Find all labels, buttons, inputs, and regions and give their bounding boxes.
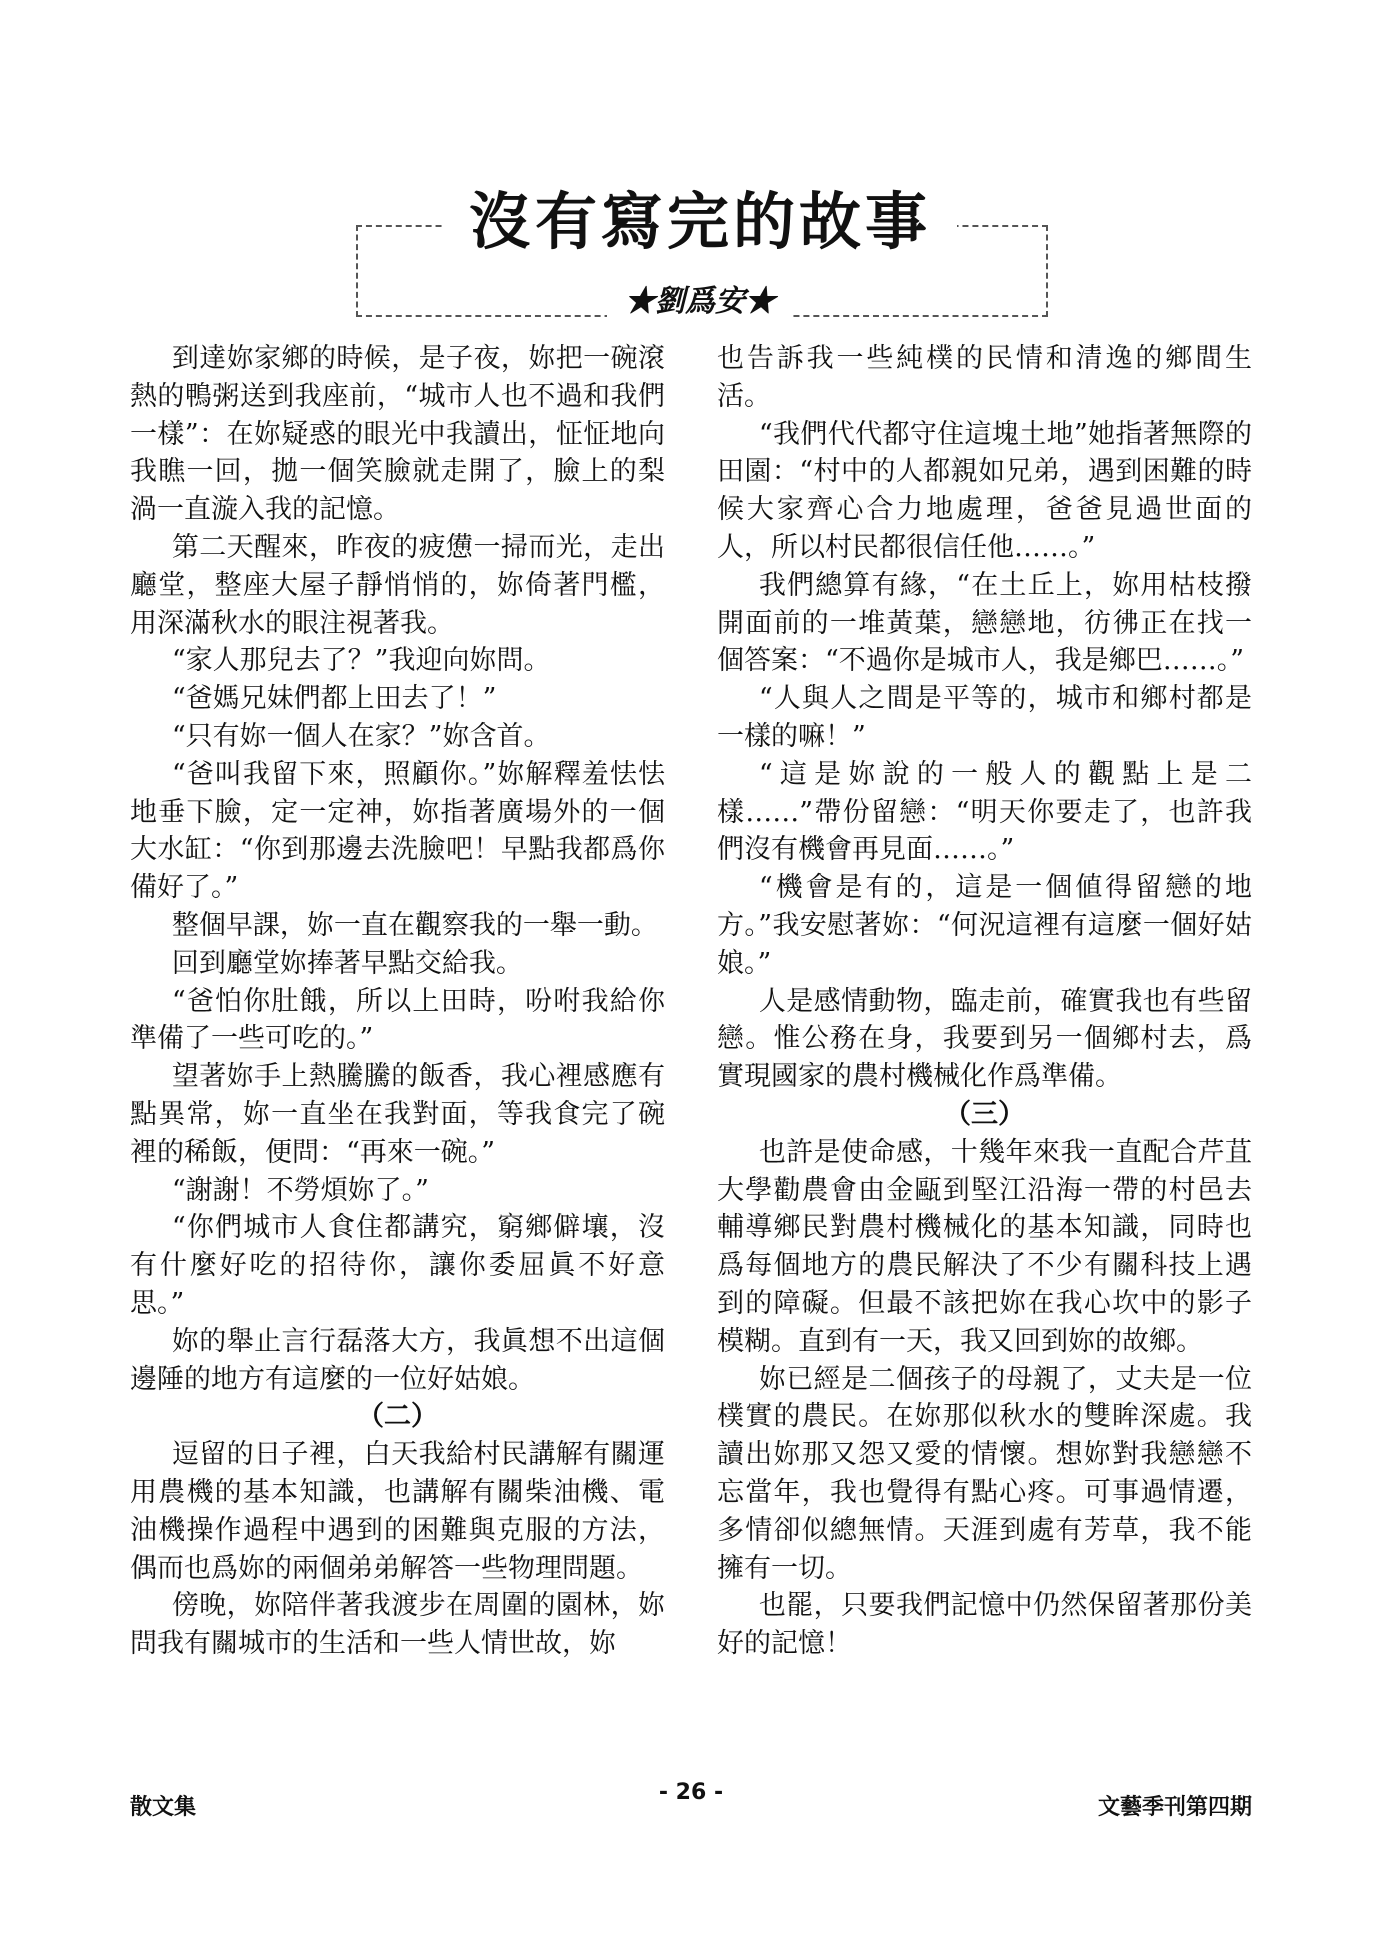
paragraph: 也許是使命感，十幾年來我一直配合芹苴大學勸農會由金甌到堅江沿海一帶的村邑去輔導鄉民對農村機械化的基本知識，同時也爲每個地方的農民解決了不少有關科技上遇到的障礙。但最不該把妳在我心坎中的影子模糊。直到有一天，我又回到妳的故鄉。: [717, 1136, 1252, 1357]
paragraph: “爸媽兄妹們都上田去了！”: [171, 683, 497, 715]
paragraph: 到達妳家鄉的時候，是子夜，妳把一碗滾熱的鴨粥送到我座前，“城市人也不過和我們一樣”：在妳疑惑的眼光中我讀出，怔怔地向我瞧一回，拋一個笑臉就走開了，臉上的梨渦一直漩入我的記憶。: [130, 343, 665, 526]
paragraph: 妳已經是二個孩子的母親了，丈夫是一位樸實的農民。在妳那似秋水的雙眸深處。我讀出妳那又怨又愛的情懷。想妳對我戀戀不忘當年，我也覺得有點心疼。可事過情遷，多情卻似總無情。天涯到處有芳草，我不能擁有一切。: [717, 1363, 1252, 1584]
paragraph: “爸怕你肚餓，所以上田時，吩咐我給你準備了一些可吃的。”: [130, 985, 665, 1055]
paragraph: “爸叫我留下來，照顧你。”妳解釋羞怯怯地垂下臉，定一定神，妳指著廣場外的一個大水缸：“你到那邊去洗臉吧！早點我都爲你備好了。”: [130, 758, 665, 904]
paragraph: “只有妳一個人在家？”妳含首。: [171, 720, 551, 752]
paragraph: “謝謝！不勞煩妳了。”: [171, 1174, 429, 1206]
paragraph: “家人那兒去了？”我迎向妳問。: [171, 645, 551, 677]
paragraph: 也告訴我一些純樸的民情和清逸的鄉間生活。: [717, 343, 1252, 412]
paragraph: 回到廳堂妳捧著早點交給我。: [171, 947, 523, 979]
paragraph: 妳的舉止言行磊落大方，我眞想不出這個邊陲的地方有這麼的一位好姑娘。: [130, 1325, 665, 1395]
author-byline: [356, 284, 1044, 320]
left-column: [130, 340, 665, 1663]
footer-publication: 文藝季刊第四期: [1097, 1795, 1252, 1820]
paragraph: “人與人之間是平等的，城市和鄉村都是一樣的嘛！”: [717, 683, 1252, 752]
page-footer: [130, 1780, 1252, 1830]
paragraph: 整個早課，妳一直在觀察我的一舉一動。: [171, 909, 658, 941]
footer-section-name: 散文集: [130, 1795, 197, 1820]
paragraph: 望著妳手上熱騰騰的飯香，我心裡感應有點異常，妳一直坐在我對面，等我食完了碗裡的稀飯，便問：“再來一碗。”: [130, 1061, 665, 1168]
paragraph: “這是妳說的一般人的觀點上是二樣……”帶份留戀：“明天你要走了，也許我們沒有機會再見面……。”: [717, 758, 1252, 866]
article-title: [356, 182, 1044, 262]
paragraph: 我們總算有緣，“在土丘上，妳用枯枝撥開面前的一堆黃葉，戀戀地，彷彿正在找一個答案：“不過你是城市人，我是鄉巴……。”: [717, 569, 1252, 677]
paragraph: “我們代代都守住這塊土地”她指著無際的田園：“村中的人都親如兄弟，遇到困難的時候大家齊心合力地處理，爸爸見過世面的人，所以村民都很信任他……。”: [717, 418, 1252, 563]
title-text: 沒有寫完的故事: [443, 185, 957, 258]
section-heading: （二）: [357, 1401, 438, 1433]
paragraph: 傍晚，妳陪伴著我渡步在周圍的園林，妳問我有關城市的生活和一些人情世故，妳: [130, 1590, 665, 1660]
paragraph: 人是感情動物，臨走前，確實我也有些留戀。惟公務在身，我要到另一個鄉村去，爲實現國家的農村機械化作爲準備。: [717, 985, 1252, 1093]
paragraph: 也罷，只要我們記憶中仍然保留著那份美好的記憶！: [717, 1590, 1252, 1660]
paragraph: 逗留的日子裡，白天我給村民講解有關運用農機的基本知識，也講解有關柴油機、電油機操作過程中遇到的困難與克服的方法，偶而也爲妳的兩個弟弟解答一些物理問題。: [130, 1439, 665, 1584]
right-column: [717, 340, 1252, 1663]
paragraph: “機會是有的，這是一個値得留戀的地方。”我安慰著妳：“何況這裡有這麼一個好姑娘。”: [717, 872, 1252, 979]
page-number: - 26 -: [658, 1780, 724, 1805]
author-text: ★劉爲安★: [607, 284, 793, 319]
paragraph: 第二天醒來，昨夜的疲憊一掃而光，走出廳堂，整座大屋子靜悄悄的，妳倚著門檻，用深滿秋水的眼注視著我。: [130, 531, 665, 639]
paragraph: “你們城市人食住都講究，窮鄉僻壤，沒有什麼好吃的招待你，讓你委屈眞不好意思。”: [130, 1212, 665, 1319]
section-heading: （三）: [944, 1098, 1025, 1130]
